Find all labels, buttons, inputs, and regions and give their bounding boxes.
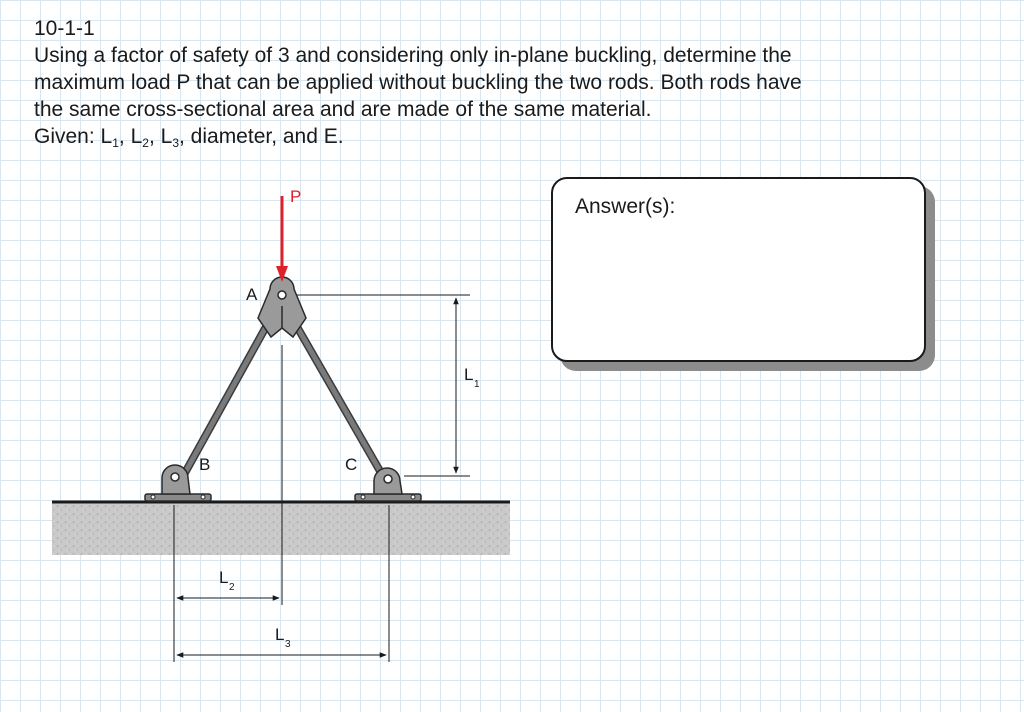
given-sub-3: 3 xyxy=(172,136,179,150)
given-prefix: Given: L xyxy=(34,125,113,148)
support-c xyxy=(355,468,421,501)
dim-l1-label: L xyxy=(464,365,474,384)
dim-l3-sub: 3 xyxy=(285,639,291,650)
ground-block xyxy=(52,503,510,555)
dim-l2-label: L xyxy=(219,568,229,587)
rod-ab-body xyxy=(181,325,267,480)
statement-line-3: the same cross-sectional area and are made of the same material. xyxy=(34,98,652,121)
given-sub-1: 1 xyxy=(112,136,119,150)
given-sep-2: , L xyxy=(148,125,173,148)
dim-l1-sub: 1 xyxy=(474,379,480,390)
answer-label: Answer(s): xyxy=(575,195,676,218)
dim-l3-label: L xyxy=(275,625,285,644)
pin-a-joint xyxy=(258,277,306,337)
statement-line-1: Using a factor of safety of 3 and considering only in-plane buckling, determine the xyxy=(34,44,792,67)
given-sep-1: , L xyxy=(118,125,143,148)
given-suffix: , diameter, and E. xyxy=(179,125,344,148)
statement-line-2: maximum load P that can be applied without buckling the two rods. Both rods have xyxy=(34,71,802,94)
support-b-label: B xyxy=(199,455,211,474)
problem-number: 10-1-1 xyxy=(34,17,95,40)
rod-ac-body xyxy=(296,325,384,478)
support-c-label: C xyxy=(345,455,358,474)
load-label: P xyxy=(290,187,302,206)
pin-a-label: A xyxy=(246,285,258,304)
dim-l2-sub: 2 xyxy=(229,582,235,593)
given-sub-2: 2 xyxy=(142,136,149,150)
